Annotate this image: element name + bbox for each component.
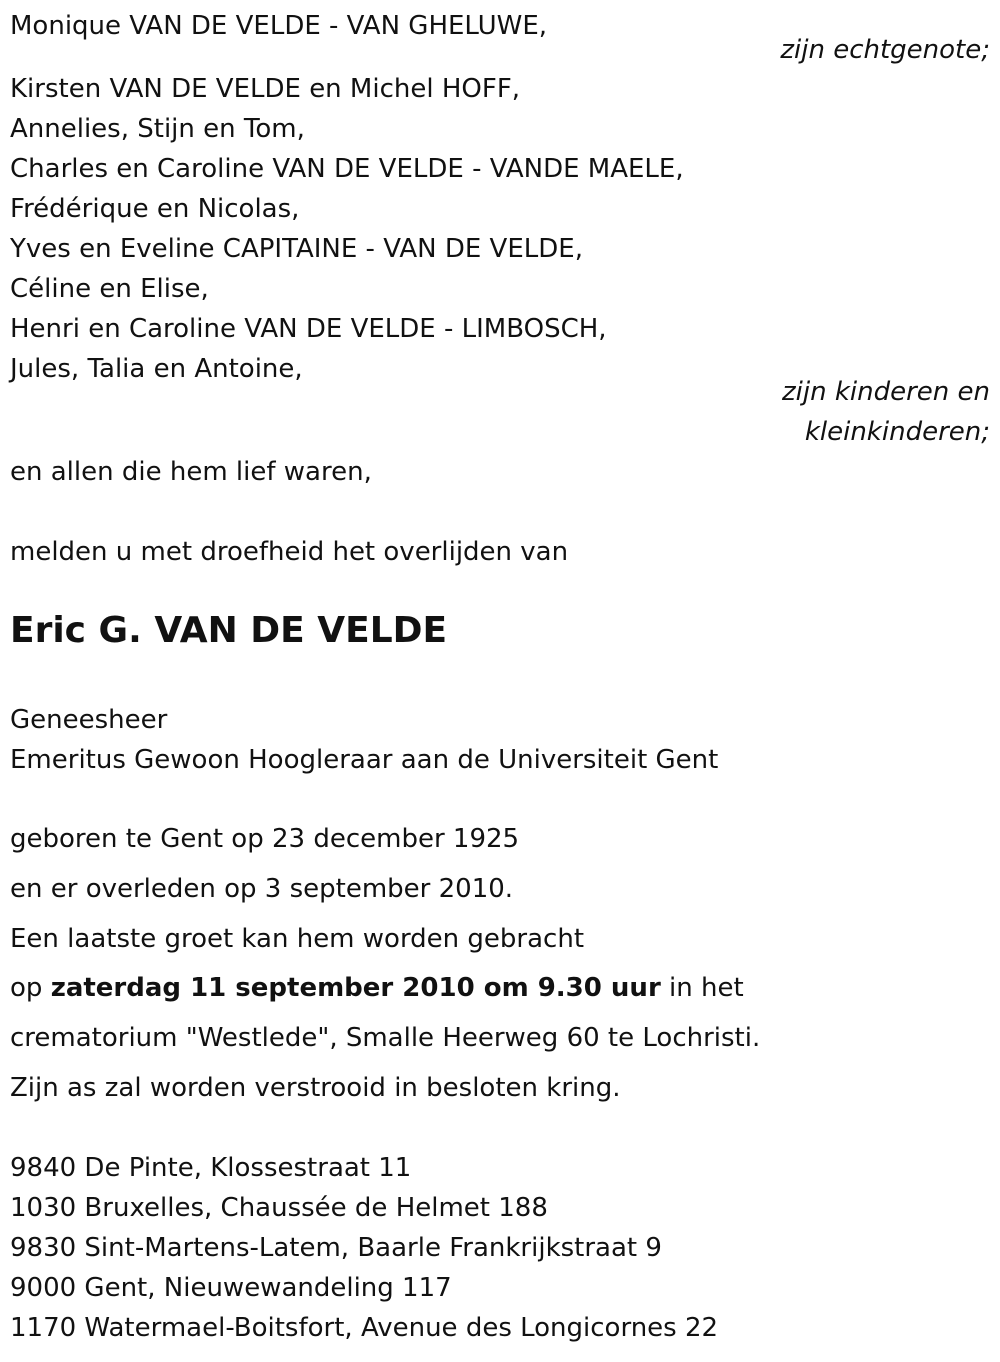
announcement-line: melden u met droefheid het overlijden van — [10, 537, 569, 567]
ceremony-suffix: in het — [660, 973, 744, 1003]
died-line: en er overleden op 3 september 2010. — [10, 874, 514, 904]
ceremony-time-line — [10, 968, 744, 1008]
title-line: Emeritus Gewoon Hoogleraar aan de Universiteit Gent — [10, 745, 719, 775]
address-line: 9830 Sint-Martens-Latem, Baarle Frankrijkstraat 9 — [10, 1233, 662, 1263]
family-line: Annelies, Stijn en Tom, — [10, 114, 305, 144]
address-line: 1030 Bruxelles, Chaussée de Helmet 188 — [10, 1193, 548, 1223]
ceremony-location-line: crematorium "Westlede", Smalle Heerweg 60 te Lochristi. — [10, 1023, 761, 1053]
family-line: Charles en Caroline VAN DE VELDE - VANDE MAELE, — [10, 154, 684, 184]
spouse-role: zijn echtgenote; — [780, 35, 990, 65]
children-role-line1: zijn kinderen en — [782, 377, 990, 407]
born-line: geboren te Gent op 23 december 1925 — [10, 824, 520, 854]
family-line: Henri en Caroline VAN DE VELDE - LIMBOSCH, — [10, 314, 607, 344]
family-line: Céline en Elise, — [10, 274, 209, 304]
ceremony-date-time: zaterdag 11 september 2010 om 9.30 uur — [50, 973, 661, 1003]
family-line: Frédérique en Nicolas, — [10, 194, 300, 224]
address-line: 9000 Gent, Nieuwewandeling 117 — [10, 1273, 452, 1303]
farewell-line: Een laatste groet kan hem worden gebracht — [10, 924, 585, 954]
spouse-line: Monique VAN DE VELDE - VAN GHELUWE, — [10, 11, 548, 41]
family-line: Kirsten VAN DE VELDE en Michel HOFF, — [10, 74, 521, 104]
children-role-line2: kleinkinderen; — [804, 417, 990, 447]
ceremony-prefix: op — [10, 973, 51, 1003]
ashes-line: Zijn as zal worden verstrooid in besloten kring. — [10, 1073, 621, 1103]
deceased-name: Eric G. VAN DE VELDE — [10, 610, 448, 651]
family-line: Yves en Eveline CAPITAINE - VAN DE VELDE, — [10, 234, 583, 264]
address-line: 9840 De Pinte, Klossestraat 11 — [10, 1153, 412, 1183]
address-line: 1170 Watermael-Boitsfort, Avenue des Longicornes 22 — [10, 1313, 719, 1343]
title-line: Geneesheer — [10, 705, 168, 735]
others-line: en allen die hem lief waren, — [10, 457, 372, 487]
family-line: Jules, Talia en Antoine, — [10, 354, 303, 384]
